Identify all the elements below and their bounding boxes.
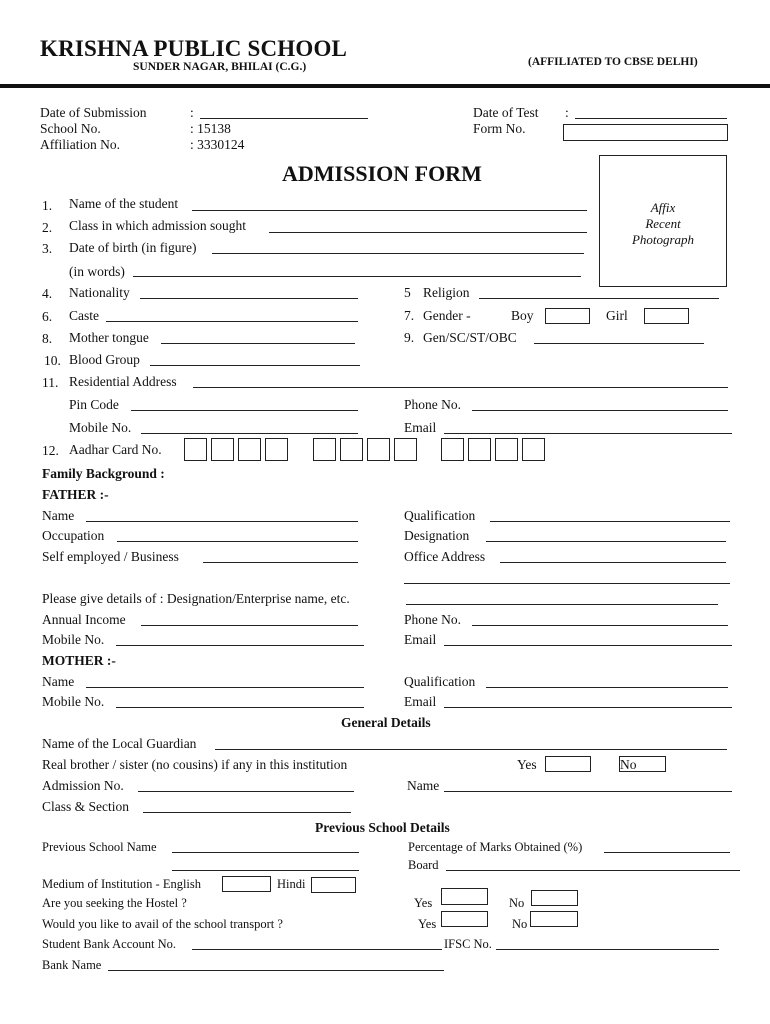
- local-guardian-field[interactable]: [215, 749, 727, 750]
- hostel-no-checkbox[interactable]: [531, 890, 578, 906]
- pin-code-field[interactable]: [131, 410, 358, 411]
- sibling-no-label: No: [620, 757, 637, 772]
- dob-words-label: (in words): [69, 264, 125, 279]
- aadhar-digit-box[interactable]: [340, 438, 363, 461]
- date-of-submission-colon: :: [190, 105, 194, 120]
- aadhar-digit-box[interactable]: [313, 438, 336, 461]
- aadhar-digit-box[interactable]: [238, 438, 261, 461]
- date-of-submission-label: Date of Submission: [40, 105, 147, 120]
- phone-label: Phone No.: [404, 397, 461, 412]
- caste-field[interactable]: [106, 321, 358, 322]
- aadhar-digit-box[interactable]: [441, 438, 464, 461]
- date-of-test-colon: :: [565, 105, 569, 120]
- hostel-no-label: No: [509, 896, 525, 910]
- pin-code-label: Pin Code: [69, 397, 119, 412]
- item-number-11: 11.: [42, 375, 59, 390]
- sibling-label: Real brother / sister (no cousins) if any in this institution: [42, 757, 348, 772]
- date-of-submission-field[interactable]: [200, 118, 368, 119]
- religion-label: Religion: [423, 285, 470, 300]
- item-number-1: 1.: [42, 198, 53, 213]
- father-qualification-label: Qualification: [404, 508, 476, 523]
- photo-text-photograph: Photograph: [631, 232, 695, 247]
- transport-label: Would you like to avail of the school transport ?: [42, 917, 283, 931]
- general-details-heading: General Details: [341, 715, 431, 730]
- transport-yes-label: Yes: [418, 917, 437, 931]
- item-number-12: 12.: [42, 443, 59, 458]
- sibling-class-section-field[interactable]: [143, 812, 351, 813]
- photo-text-recent: Recent: [645, 216, 681, 231]
- father-phone-label: Phone No.: [404, 612, 461, 627]
- blood-group-field[interactable]: [150, 365, 360, 366]
- gender-girl-label: Girl: [606, 308, 628, 323]
- mother-mobile-field[interactable]: [116, 707, 364, 708]
- email-field[interactable]: [444, 433, 732, 434]
- father-office-address-field-2[interactable]: [404, 583, 730, 584]
- annual-income-label: Annual Income: [42, 612, 126, 627]
- item-number-8: 8.: [42, 331, 53, 346]
- gender-boy-label: Boy: [511, 308, 534, 323]
- dob-figure-label: Date of birth (in figure): [69, 240, 197, 255]
- sibling-admission-no-label: Admission No.: [42, 778, 124, 793]
- form-no-label: Form No.: [473, 121, 526, 136]
- father-name-field[interactable]: [86, 521, 358, 522]
- student-name-field[interactable]: [192, 210, 587, 211]
- mother-tongue-label: Mother tongue: [69, 330, 149, 345]
- father-occupation-field[interactable]: [117, 541, 358, 542]
- medium-hindi-label: Hindi: [277, 877, 306, 891]
- residential-address-label: Residential Address: [69, 374, 177, 389]
- father-mobile-field[interactable]: [116, 645, 364, 646]
- previous-school-name-label: Previous School Name: [42, 840, 157, 854]
- father-email-label: Email: [404, 632, 437, 647]
- mobile-label: Mobile No.: [69, 420, 132, 435]
- item-number-4: 4.: [42, 286, 53, 301]
- blood-group-label: Blood Group: [69, 352, 140, 367]
- sibling-name-label: Name: [407, 778, 440, 793]
- medium-hindi-checkbox[interactable]: [311, 877, 356, 893]
- sibling-yes-checkbox[interactable]: [545, 756, 591, 772]
- caste-label: Caste: [69, 308, 99, 323]
- form-title: ADMISSION FORM: [282, 161, 482, 186]
- item-number-6: 6.: [42, 309, 53, 324]
- aadhar-digit-box[interactable]: [265, 438, 288, 461]
- mother-name-field[interactable]: [86, 687, 364, 688]
- aadhar-digit-box[interactable]: [495, 438, 518, 461]
- aadhar-digit-box[interactable]: [184, 438, 207, 461]
- medium-english-label: Medium of Institution - English: [42, 877, 202, 891]
- aadhar-label: Aadhar Card No.: [69, 442, 162, 457]
- previous-school-name-field-2[interactable]: [172, 870, 359, 871]
- board-field[interactable]: [446, 870, 740, 871]
- father-office-address-label: Office Address: [404, 549, 486, 564]
- email-label: Email: [404, 420, 437, 435]
- gender-label: Gender -: [423, 308, 471, 323]
- category-label: Gen/SC/ST/OBC: [423, 330, 517, 345]
- enterprise-details-field[interactable]: [406, 604, 718, 605]
- transport-no-checkbox[interactable]: [530, 911, 578, 927]
- item-number-10: 10.: [44, 353, 61, 368]
- mother-mobile-label: Mobile No.: [42, 694, 105, 709]
- date-of-test-label: Date of Test: [473, 105, 539, 120]
- hostel-label: Are you seeking the Hostel ?: [42, 896, 187, 910]
- family-background-heading: Family Background :: [42, 466, 165, 481]
- father-office-address-field[interactable]: [500, 562, 726, 563]
- mother-qualification-field[interactable]: [486, 687, 728, 688]
- photo-text-affix: Affix: [650, 200, 676, 215]
- mother-name-label: Name: [42, 674, 75, 689]
- school-no-value: : 15138: [190, 121, 231, 136]
- dob-figure-field[interactable]: [212, 253, 584, 254]
- hostel-yes-label: Yes: [414, 896, 433, 910]
- mother-email-label: Email: [404, 694, 437, 709]
- father-designation-label: Designation: [404, 528, 470, 543]
- ifsc-label: IFSC No.: [444, 937, 492, 951]
- bank-account-label: Student Bank Account No.: [42, 937, 177, 951]
- mobile-field[interactable]: [141, 433, 358, 434]
- bank-account-field[interactable]: [192, 949, 442, 950]
- annual-income-field[interactable]: [141, 625, 358, 626]
- father-designation-field[interactable]: [486, 541, 726, 542]
- father-mobile-label: Mobile No.: [42, 632, 105, 647]
- mother-qualification-label: Qualification: [404, 674, 476, 689]
- item-number-2: 2.: [42, 220, 53, 235]
- father-qualification-field[interactable]: [490, 521, 730, 522]
- affiliation-no-value: : 3330124: [190, 137, 245, 152]
- aadhar-digit-box[interactable]: [211, 438, 234, 461]
- father-name-label: Name: [42, 508, 75, 523]
- father-occupation-label: Occupation: [42, 528, 105, 543]
- item-number-5: 5: [404, 285, 411, 300]
- religion-field[interactable]: [479, 298, 719, 299]
- previous-school-name-field[interactable]: [172, 852, 359, 853]
- aadhar-digit-box[interactable]: [394, 438, 417, 461]
- sibling-name-field[interactable]: [444, 791, 732, 792]
- class-sought-field[interactable]: [269, 232, 587, 233]
- father-email-field[interactable]: [444, 645, 732, 646]
- medium-english-checkbox[interactable]: [222, 876, 271, 892]
- affiliation-no-label: Affiliation No.: [40, 137, 120, 152]
- transport-no-label: No: [512, 917, 528, 931]
- aadhar-digit-box[interactable]: [522, 438, 545, 461]
- photo-box[interactable]: [599, 155, 727, 287]
- sibling-admission-no-field[interactable]: [138, 791, 354, 792]
- item-number-3: 3.: [42, 241, 53, 256]
- ifsc-field[interactable]: [496, 949, 719, 950]
- father-business-field[interactable]: [203, 562, 358, 563]
- bank-name-field[interactable]: [108, 970, 444, 971]
- bank-name-label: Bank Name: [42, 958, 102, 972]
- affiliation-note: (AFFILIATED TO CBSE DELHI): [528, 56, 698, 68]
- marks-percentage-field[interactable]: [604, 852, 730, 853]
- aadhar-digit-box[interactable]: [468, 438, 491, 461]
- item-number-7: 7.: [404, 308, 415, 323]
- father-business-label: Self employed / Business: [42, 549, 179, 564]
- class-sought-label: Class in which admission sought: [69, 218, 247, 233]
- item-number-9: 9.: [404, 330, 415, 345]
- mother-heading: MOTHER :-: [42, 653, 116, 668]
- details-note: Please give details of : Designation/Enterprise name, etc.: [42, 591, 350, 606]
- header-rule: [0, 84, 770, 88]
- student-name-label: Name of the student: [69, 196, 179, 211]
- form-no-field[interactable]: [563, 124, 728, 141]
- mother-email-field[interactable]: [444, 707, 732, 708]
- nationality-field[interactable]: [140, 298, 358, 299]
- nationality-label: Nationality: [69, 285, 130, 300]
- mother-tongue-field[interactable]: [161, 343, 355, 344]
- father-heading: FATHER :-: [42, 487, 109, 502]
- transport-yes-checkbox[interactable]: [441, 911, 488, 927]
- residential-address-field[interactable]: [193, 387, 728, 388]
- aadhar-digit-box[interactable]: [367, 438, 390, 461]
- school-no-label: School No.: [40, 121, 101, 136]
- previous-school-heading: Previous School Details: [315, 820, 450, 835]
- marks-percentage-label: Percentage of Marks Obtained (%): [408, 840, 583, 854]
- local-guardian-label: Name of the Local Guardian: [42, 736, 197, 751]
- gender-boy-checkbox[interactable]: [545, 308, 590, 324]
- sibling-yes-label: Yes: [517, 757, 537, 772]
- hostel-yes-checkbox[interactable]: [441, 888, 488, 905]
- father-phone-field[interactable]: [472, 625, 728, 626]
- gender-girl-checkbox[interactable]: [644, 308, 689, 324]
- dob-words-field[interactable]: [133, 276, 581, 277]
- school-name: KRISHNA PUBLIC SCHOOL: [40, 36, 348, 61]
- phone-field[interactable]: [472, 410, 728, 411]
- school-address: SUNDER NAGAR, BHILAI (C.G.): [133, 61, 307, 73]
- category-field[interactable]: [534, 343, 704, 344]
- board-label: Board: [408, 858, 439, 872]
- sibling-class-section-label: Class & Section: [42, 799, 129, 814]
- date-of-test-field[interactable]: [575, 118, 727, 119]
